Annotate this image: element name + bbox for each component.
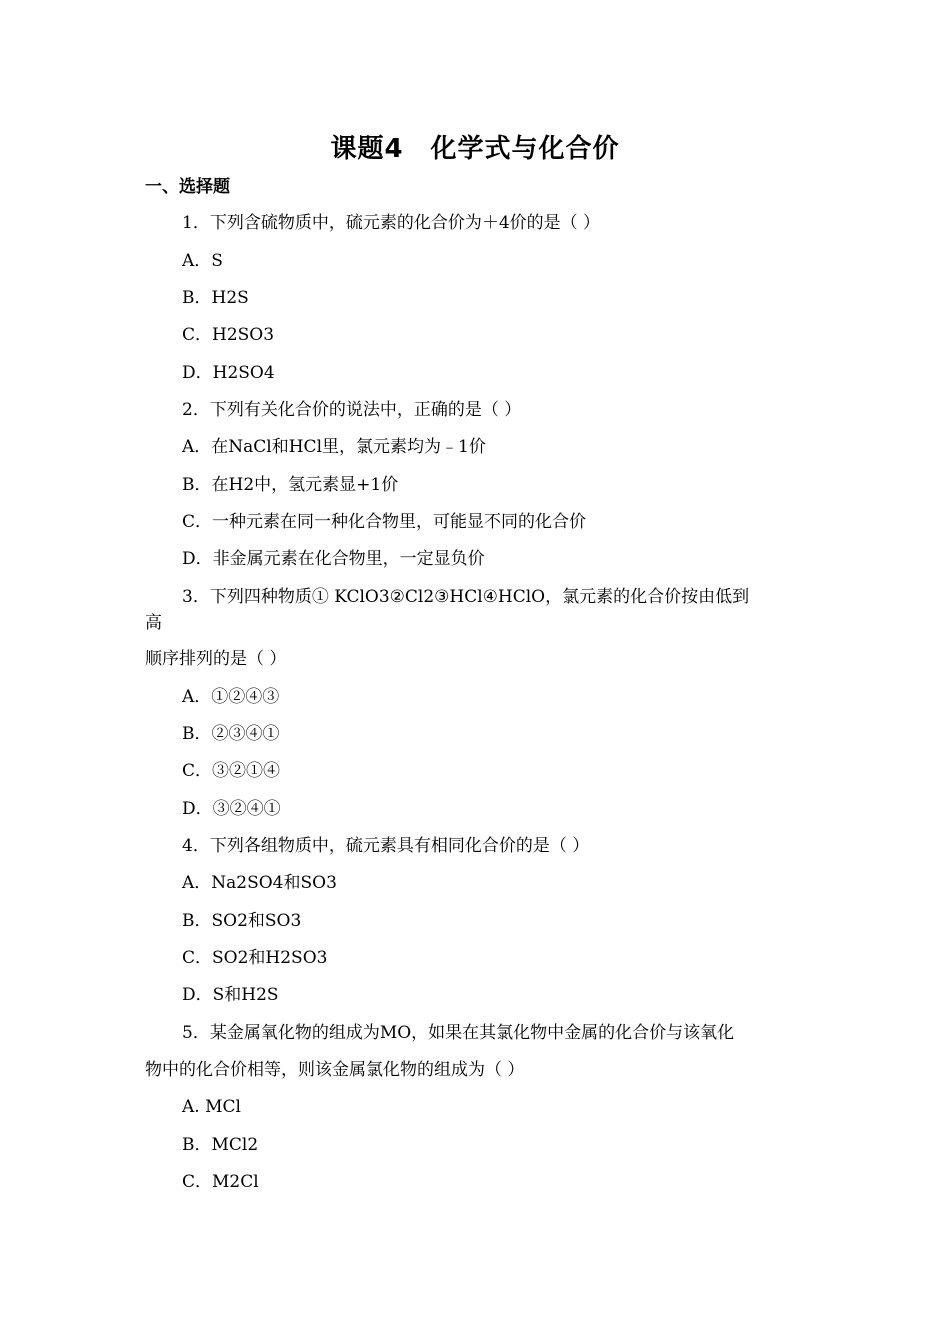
question-2-option-c: C．一种元素在同一种化合物里，可能显不同的化合价: [182, 512, 587, 532]
question-1-option-a: A．S: [182, 251, 223, 271]
question-1-option-b: B．H2S: [182, 288, 249, 308]
question-2-option-b: B．在H2中，氢元素显+1价: [182, 475, 399, 495]
question-2-option-d: D．非金属元素在化合物里，一定显负价: [182, 549, 485, 569]
question-3-option-d: D．③②④①: [182, 799, 281, 819]
question-3-option-a: A．①②④③: [182, 687, 280, 707]
document-title: 课题4 化学式与化合价: [330, 134, 620, 164]
question-1-option-d: D．H2SO4: [182, 363, 275, 383]
question-5-stem: 5．某金属氧化物的组成为MO，如果在其氯化物中金属的化合价与该氧化: [182, 1023, 735, 1043]
question-3-stem-cont: 顺序排列的是（ ）: [145, 649, 287, 669]
question-3-stem: 3．下列四种物质① KClO3②Cl2③HCl④HClO，氯元素的化合价按由低到: [182, 587, 750, 607]
question-3-option-c: C．③②①④: [182, 761, 281, 781]
question-3-option-b: B．②③④①: [182, 724, 280, 744]
question-5-option-b: B．MCl2: [182, 1135, 259, 1155]
question-5-stem-cont: 物中的化合价相等，则该金属氯化物的组成为（ ）: [145, 1060, 525, 1080]
section-heading: 一、选择题: [145, 177, 230, 197]
question-3-stem-wrap: 高: [145, 613, 162, 633]
question-1-stem: 1．下列含硫物质中，硫元素的化合价为＋4价的是（ ）: [182, 213, 601, 233]
question-4-option-d: D．S和H2S: [182, 985, 279, 1005]
question-4-option-c: C．SO2和H2SO3: [182, 948, 328, 968]
question-4-option-a: A．Na2SO4和SO3: [182, 873, 337, 893]
question-2-option-a: A．在NaCl和HCl里，氯元素均为﹣1价: [182, 437, 486, 457]
question-2-stem: 2．下列有关化合价的说法中，正确的是（ ）: [182, 400, 522, 420]
question-4-option-b: B．SO2和SO3: [182, 911, 302, 931]
question-5-option-c: C．M2Cl: [182, 1172, 259, 1192]
question-4-stem: 4．下列各组物质中，硫元素具有相同化合价的是（ ）: [182, 836, 590, 856]
question-5-option-a: A. MCl: [182, 1097, 241, 1117]
question-1-option-c: C．H2SO3: [182, 325, 275, 345]
